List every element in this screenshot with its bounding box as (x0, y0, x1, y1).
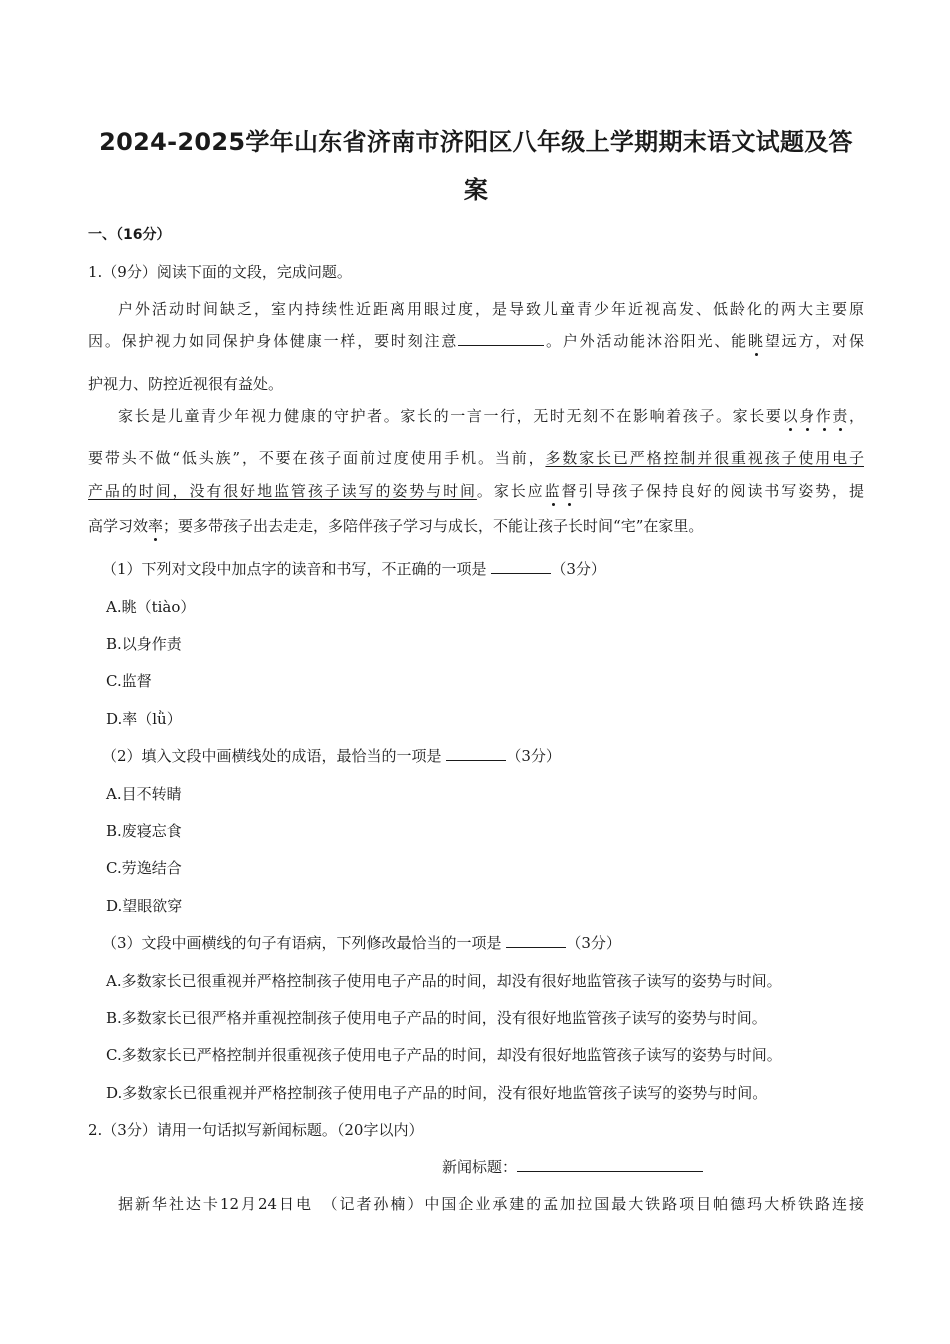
fill-blank (458, 330, 544, 346)
underlined-sentence: 产品的时间，没有很好地监管孩子读写的姿势与时间 (88, 482, 477, 500)
passage-text: 。户外活动能沐浴阳光、能 (544, 332, 748, 350)
option-b: B.多数家长已很严格并重视控制孩子使用电子产品的时间，没有很好地监管孩子读写的姿势与时间。 (106, 1009, 767, 1027)
passage-p2-line2 (88, 447, 864, 469)
score-label: （3分） (566, 934, 621, 952)
sub-question-2 (102, 745, 864, 767)
passage-text: 因。保护视力如同保护身体健康一样，要时刻注意 (88, 332, 459, 350)
dotted-char: 眺 (747, 332, 765, 350)
answer-blank (491, 558, 551, 574)
underlined-sentence: 多数家长已严格控制并很重视孩子使用电子 (545, 449, 864, 467)
dotted-phrase (545, 482, 579, 500)
section-heading: 一、（16分） (88, 227, 171, 243)
option-a: A.眺（tiào） (106, 598, 196, 616)
passage-p1-line2 (88, 330, 864, 352)
option-d: D.多数家长已很重视并严格控制孩子使用电子产品的时间，没有很好地监管孩子读写的姿势与时间。 (106, 1084, 768, 1102)
score-label: （3分） (506, 747, 561, 765)
dotted-char: 身 (799, 407, 816, 425)
passage-text: 。家长应 (476, 482, 545, 500)
question-1-stem: 1.（9分）阅读下面的文段，完成问题。 (88, 263, 352, 281)
headline-label: 新闻标题： (442, 1158, 518, 1176)
question-2-stem: 2.（3分）请用一句话拟写新闻标题。（20字以内） (88, 1121, 424, 1139)
passage-text: ；要多带孩子出去走走，多陪伴孩子学习与成长，不能让孩子长时间“宅”在家里。 (163, 517, 704, 535)
option-c: C.监督 (106, 672, 152, 690)
passage-text: 望远方，对保 (764, 332, 864, 350)
answer-blank (446, 745, 506, 761)
headline-row (442, 1156, 742, 1178)
option-c: C.多数家长已严格控制并很重视孩子使用电子产品的时间，却没有很好地监管孩子读写的姿势与时间。 (106, 1046, 782, 1064)
option-a: A.多数家长已很重视并严格控制孩子使用电子产品的时间，却没有很好地监管孩子读写的姿势与时间。 (106, 972, 782, 990)
passage-text: 要带头不做“低头族”，不要在孩子面前过度使用手机。当前， (88, 449, 546, 467)
headline-blank (517, 1156, 703, 1172)
sub-question-text: （3）文段中画横线的句子有语病，下列修改最恰当的一项是 (102, 934, 502, 952)
passage-p2-line3 (88, 480, 864, 502)
passage-text: ， (848, 407, 864, 425)
sub-question-3 (102, 932, 864, 954)
option-c: C.劳逸结合 (106, 859, 182, 877)
sub-question-1 (102, 558, 864, 580)
passage-text: 家长是儿童青少年视力健康的守护者。家长的一言一行，无时无刻不在影响着孩子。家长要 (118, 407, 783, 425)
passage-p2-line1 (118, 405, 864, 427)
score-label: （3分） (551, 560, 606, 578)
passage-p1-line1: 户外活动时间缺乏，室内持续性近距离用眼过度，是导致儿童青少年近视高发、低龄化的两大主要原 (118, 300, 864, 318)
dotted-char: 责 (832, 407, 849, 425)
sub-question-text: （1）下列对文段中加点字的读音和书写，不正确的一项是 (102, 560, 487, 578)
dotted-phrase (782, 407, 849, 425)
option-b: B.废寝忘食 (106, 822, 182, 840)
dotted-char: 作 (815, 407, 833, 425)
news-line1: 据新华社达卡12月24日电 （记者孙楠）中国企业承建的孟加拉国最大铁路项目帕德玛大桥铁路连接 (118, 1195, 864, 1213)
passage-p1-line3: 护视力、防控近视很有益处。 (88, 375, 284, 393)
passage-text: 引导孩子保持良好的阅读书写姿势，提 (578, 482, 864, 500)
dotted-char: 督 (561, 482, 579, 500)
option-d: D.望眼欲穿 (106, 897, 183, 915)
passage-text: 高学习效 (88, 517, 149, 535)
dotted-char: 以 (782, 407, 800, 425)
option-b: B.以身作责 (106, 635, 182, 653)
document-title: 2024-2025学年山东省济南市济阳区八年级上学期期末语文试题及答案 (99, 128, 853, 204)
sub-question-text: （2）填入文段中画横线处的成语，最恰当的一项是 (102, 747, 442, 765)
option-d: D.率（lǜ） (106, 710, 182, 728)
option-a: A.目不转睛 (106, 785, 182, 803)
answer-blank (506, 932, 566, 948)
dotted-char: 监 (544, 482, 562, 500)
passage-p2-line4 (88, 515, 864, 537)
dotted-char: 率 (148, 517, 164, 535)
